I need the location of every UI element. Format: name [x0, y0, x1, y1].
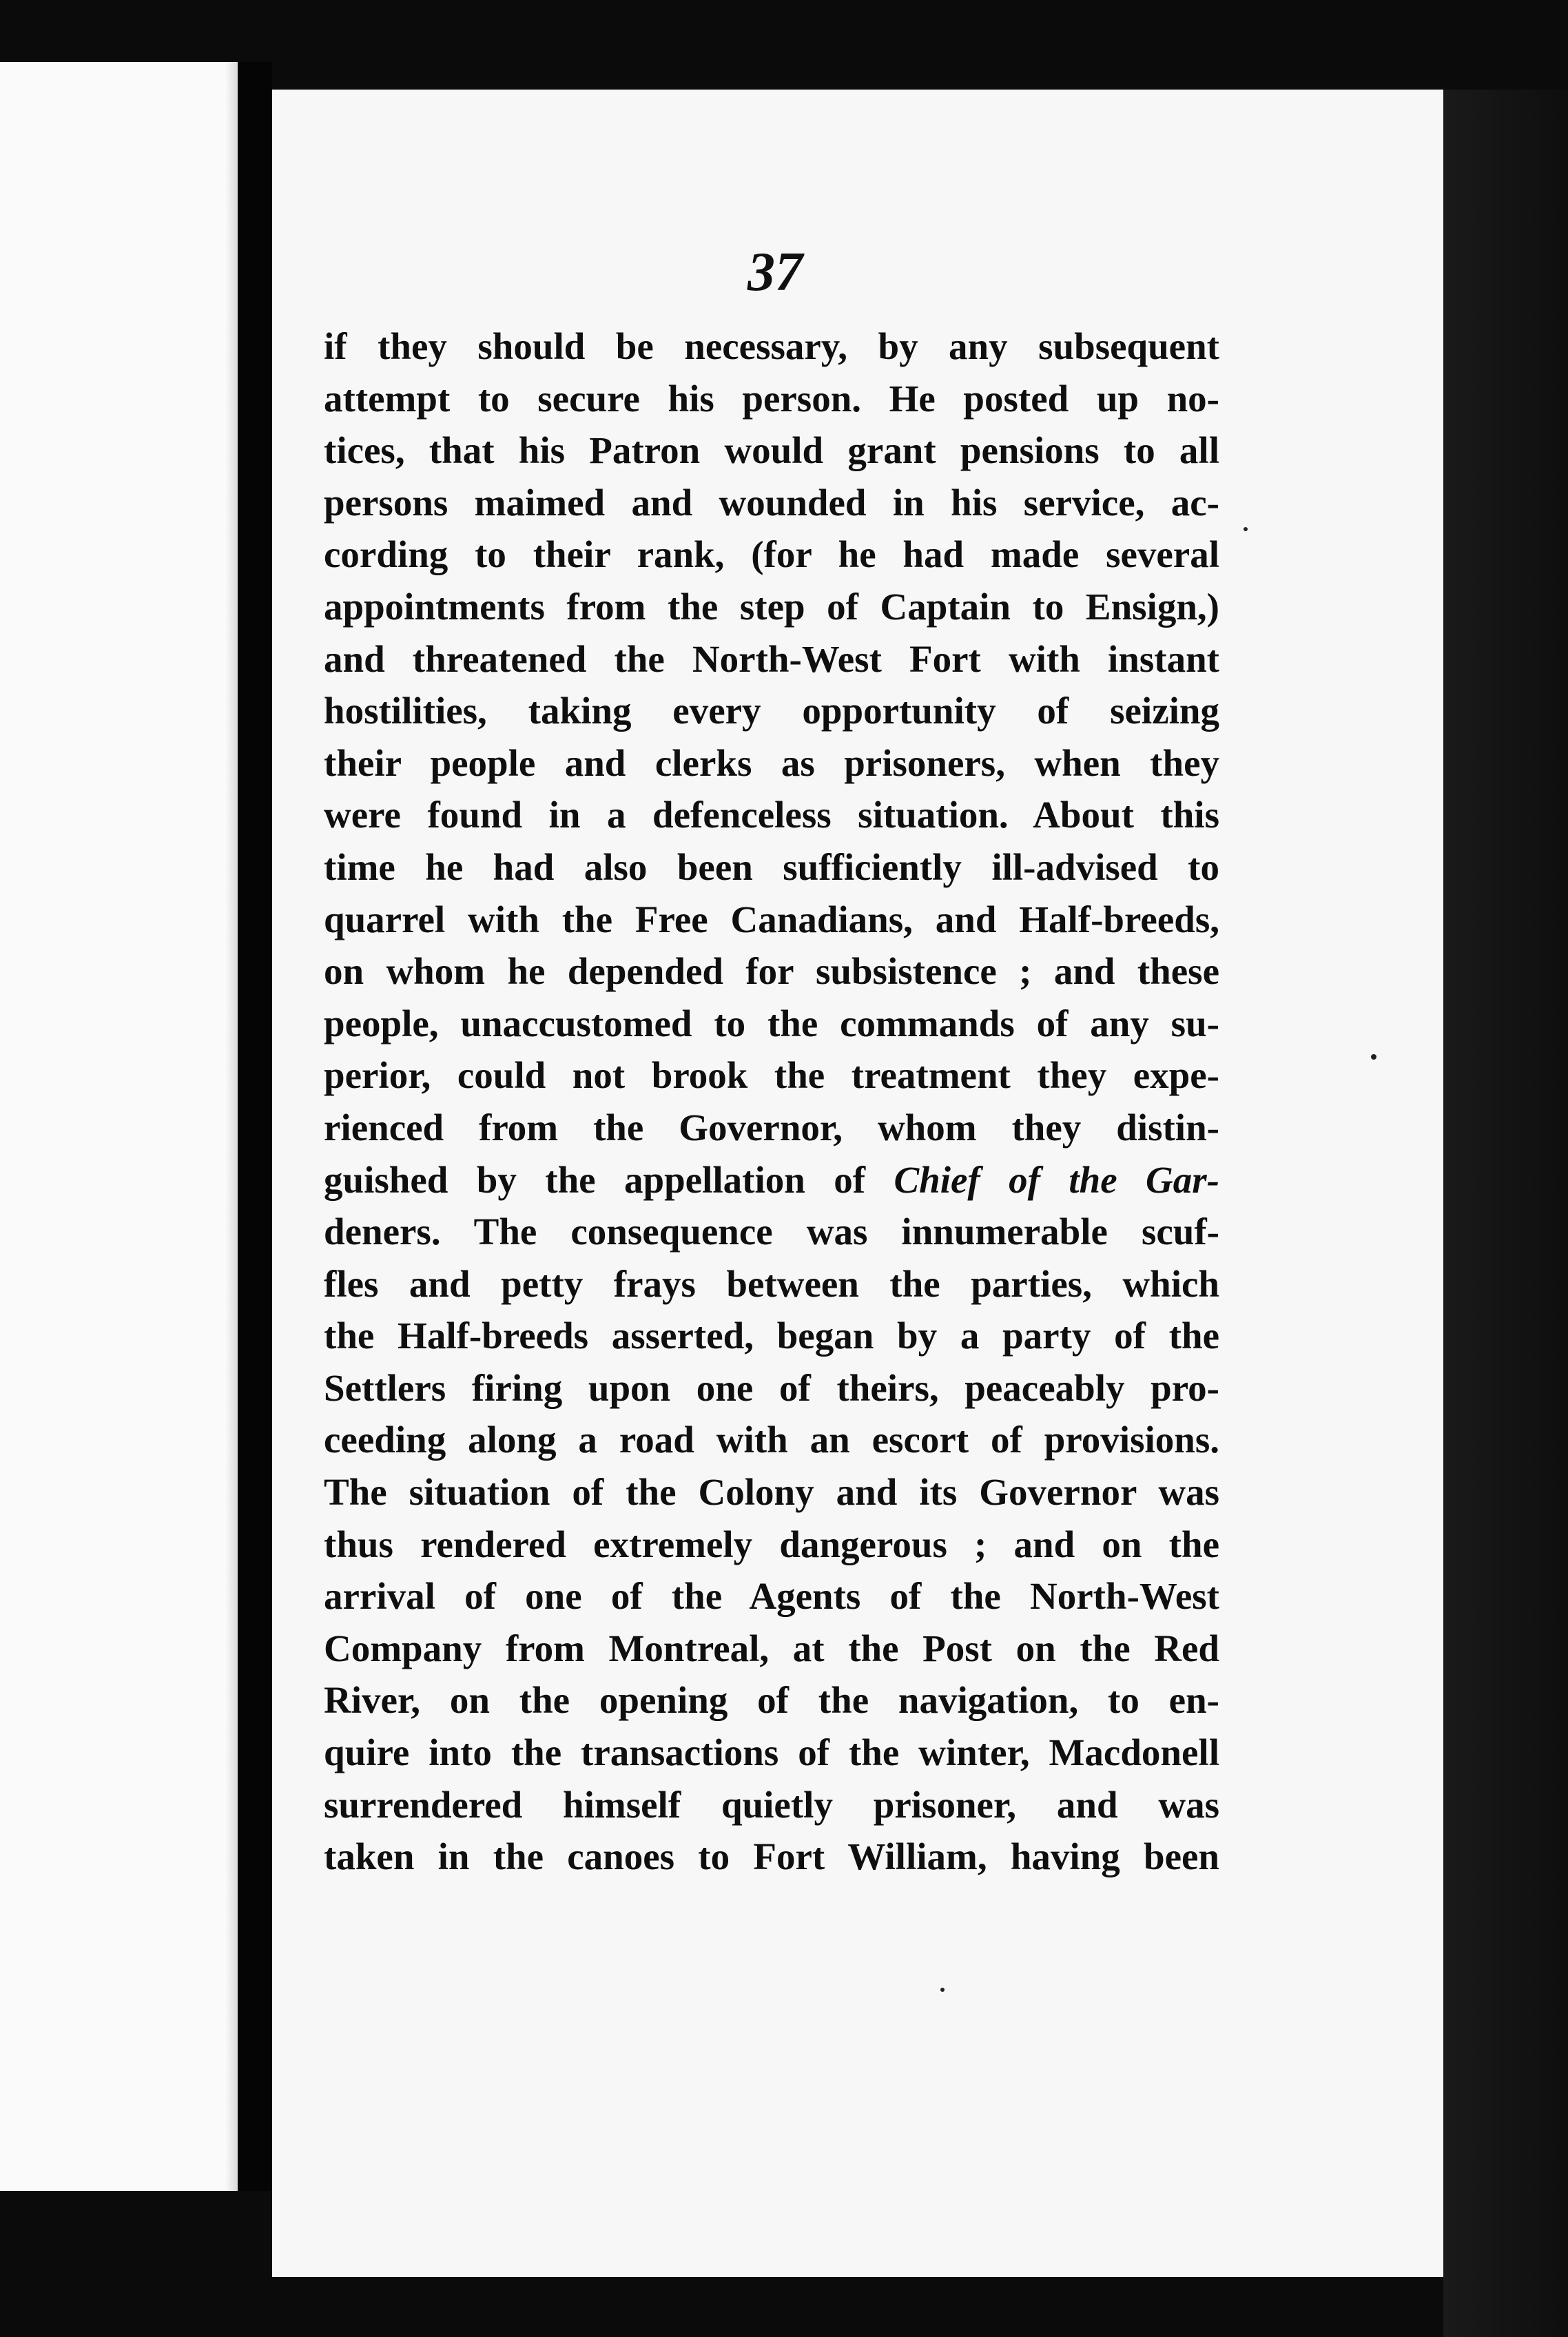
- text-line: appointments from the step of Captain to Ensign,): [324, 585, 1219, 628]
- left-page: [0, 62, 238, 2191]
- text-line: their people and clerks as prisoners, when they: [324, 741, 1219, 784]
- text-line: were found in a defenceless situation. About this: [324, 794, 1219, 836]
- text-line: surrendered himself quietly prisoner, and was: [324, 1783, 1219, 1826]
- text-line: hostilities, taking every opportunity of seizing: [324, 690, 1219, 732]
- speck: [940, 1988, 945, 1992]
- text-line: Company from Montreal, at the Post on the Red: [324, 1627, 1219, 1669]
- body-text: [324, 320, 1219, 1883]
- text-line: thus rendered extremely dangerous ; and on the: [324, 1523, 1219, 1565]
- text-line: River, on the opening of the navigation, to en-: [324, 1679, 1219, 1722]
- text-line: Settlers firing upon one of theirs, peaceably pro-: [324, 1366, 1219, 1409]
- text-line: people, unaccustomed to the commands of any su-: [324, 1002, 1219, 1044]
- text-line: perior, could not brook the treatment they expe-: [324, 1054, 1219, 1097]
- text-line: and threatened the North-West Fort with instant: [324, 637, 1219, 680]
- text-line: tices, that his Patron would grant pensions to all: [324, 429, 1219, 472]
- text-line: deners. The consequence was innumerable scuf-: [324, 1211, 1219, 1253]
- speck: [1371, 1054, 1376, 1060]
- page-number: 37: [747, 242, 803, 302]
- text-line: attempt to secure his person. He posted up no-: [324, 377, 1219, 420]
- text-line: on whom he depended for subsistence ; and these: [324, 950, 1219, 993]
- text-line: cording to their rank, (for he had made several: [324, 533, 1219, 576]
- text-line: time he had also been sufficiently ill-advised to: [324, 845, 1219, 888]
- text-line: quarrel with the Free Canadians, and Half-breeds,: [324, 898, 1219, 940]
- text-line: persons maimed and wounded in his service, ac-: [324, 481, 1219, 524]
- text-line: guished by the appellation of Chief of the Gar-: [324, 1158, 1219, 1201]
- italic-phrase: Chief of the Gar-: [865, 1158, 1219, 1201]
- text-line: rienced from the Governor, whom they distin-: [324, 1106, 1219, 1149]
- text-line: taken in the canoes to Fort William, having been: [324, 1835, 1219, 1878]
- text-line: quire into the transactions of the winter, Macdonell: [324, 1731, 1219, 1774]
- text-line: the Half-breeds asserted, began by a party of the: [324, 1315, 1219, 1357]
- text-line: if they should be necessary, by any subsequent: [324, 325, 1219, 367]
- text-line: ceeding along a road with an escort of provisions.: [324, 1419, 1219, 1461]
- text-line: The situation of the Colony and its Governor was: [324, 1471, 1219, 1514]
- page-divider: [238, 62, 272, 2191]
- text-line: fles and petty frays between the parties, which: [324, 1262, 1219, 1305]
- gutter-shadow: [225, 62, 238, 2191]
- speck: [1244, 527, 1248, 531]
- text-line: arrival of one of the Agents of the North-West: [324, 1575, 1219, 1618]
- right-edge: [1443, 90, 1568, 2337]
